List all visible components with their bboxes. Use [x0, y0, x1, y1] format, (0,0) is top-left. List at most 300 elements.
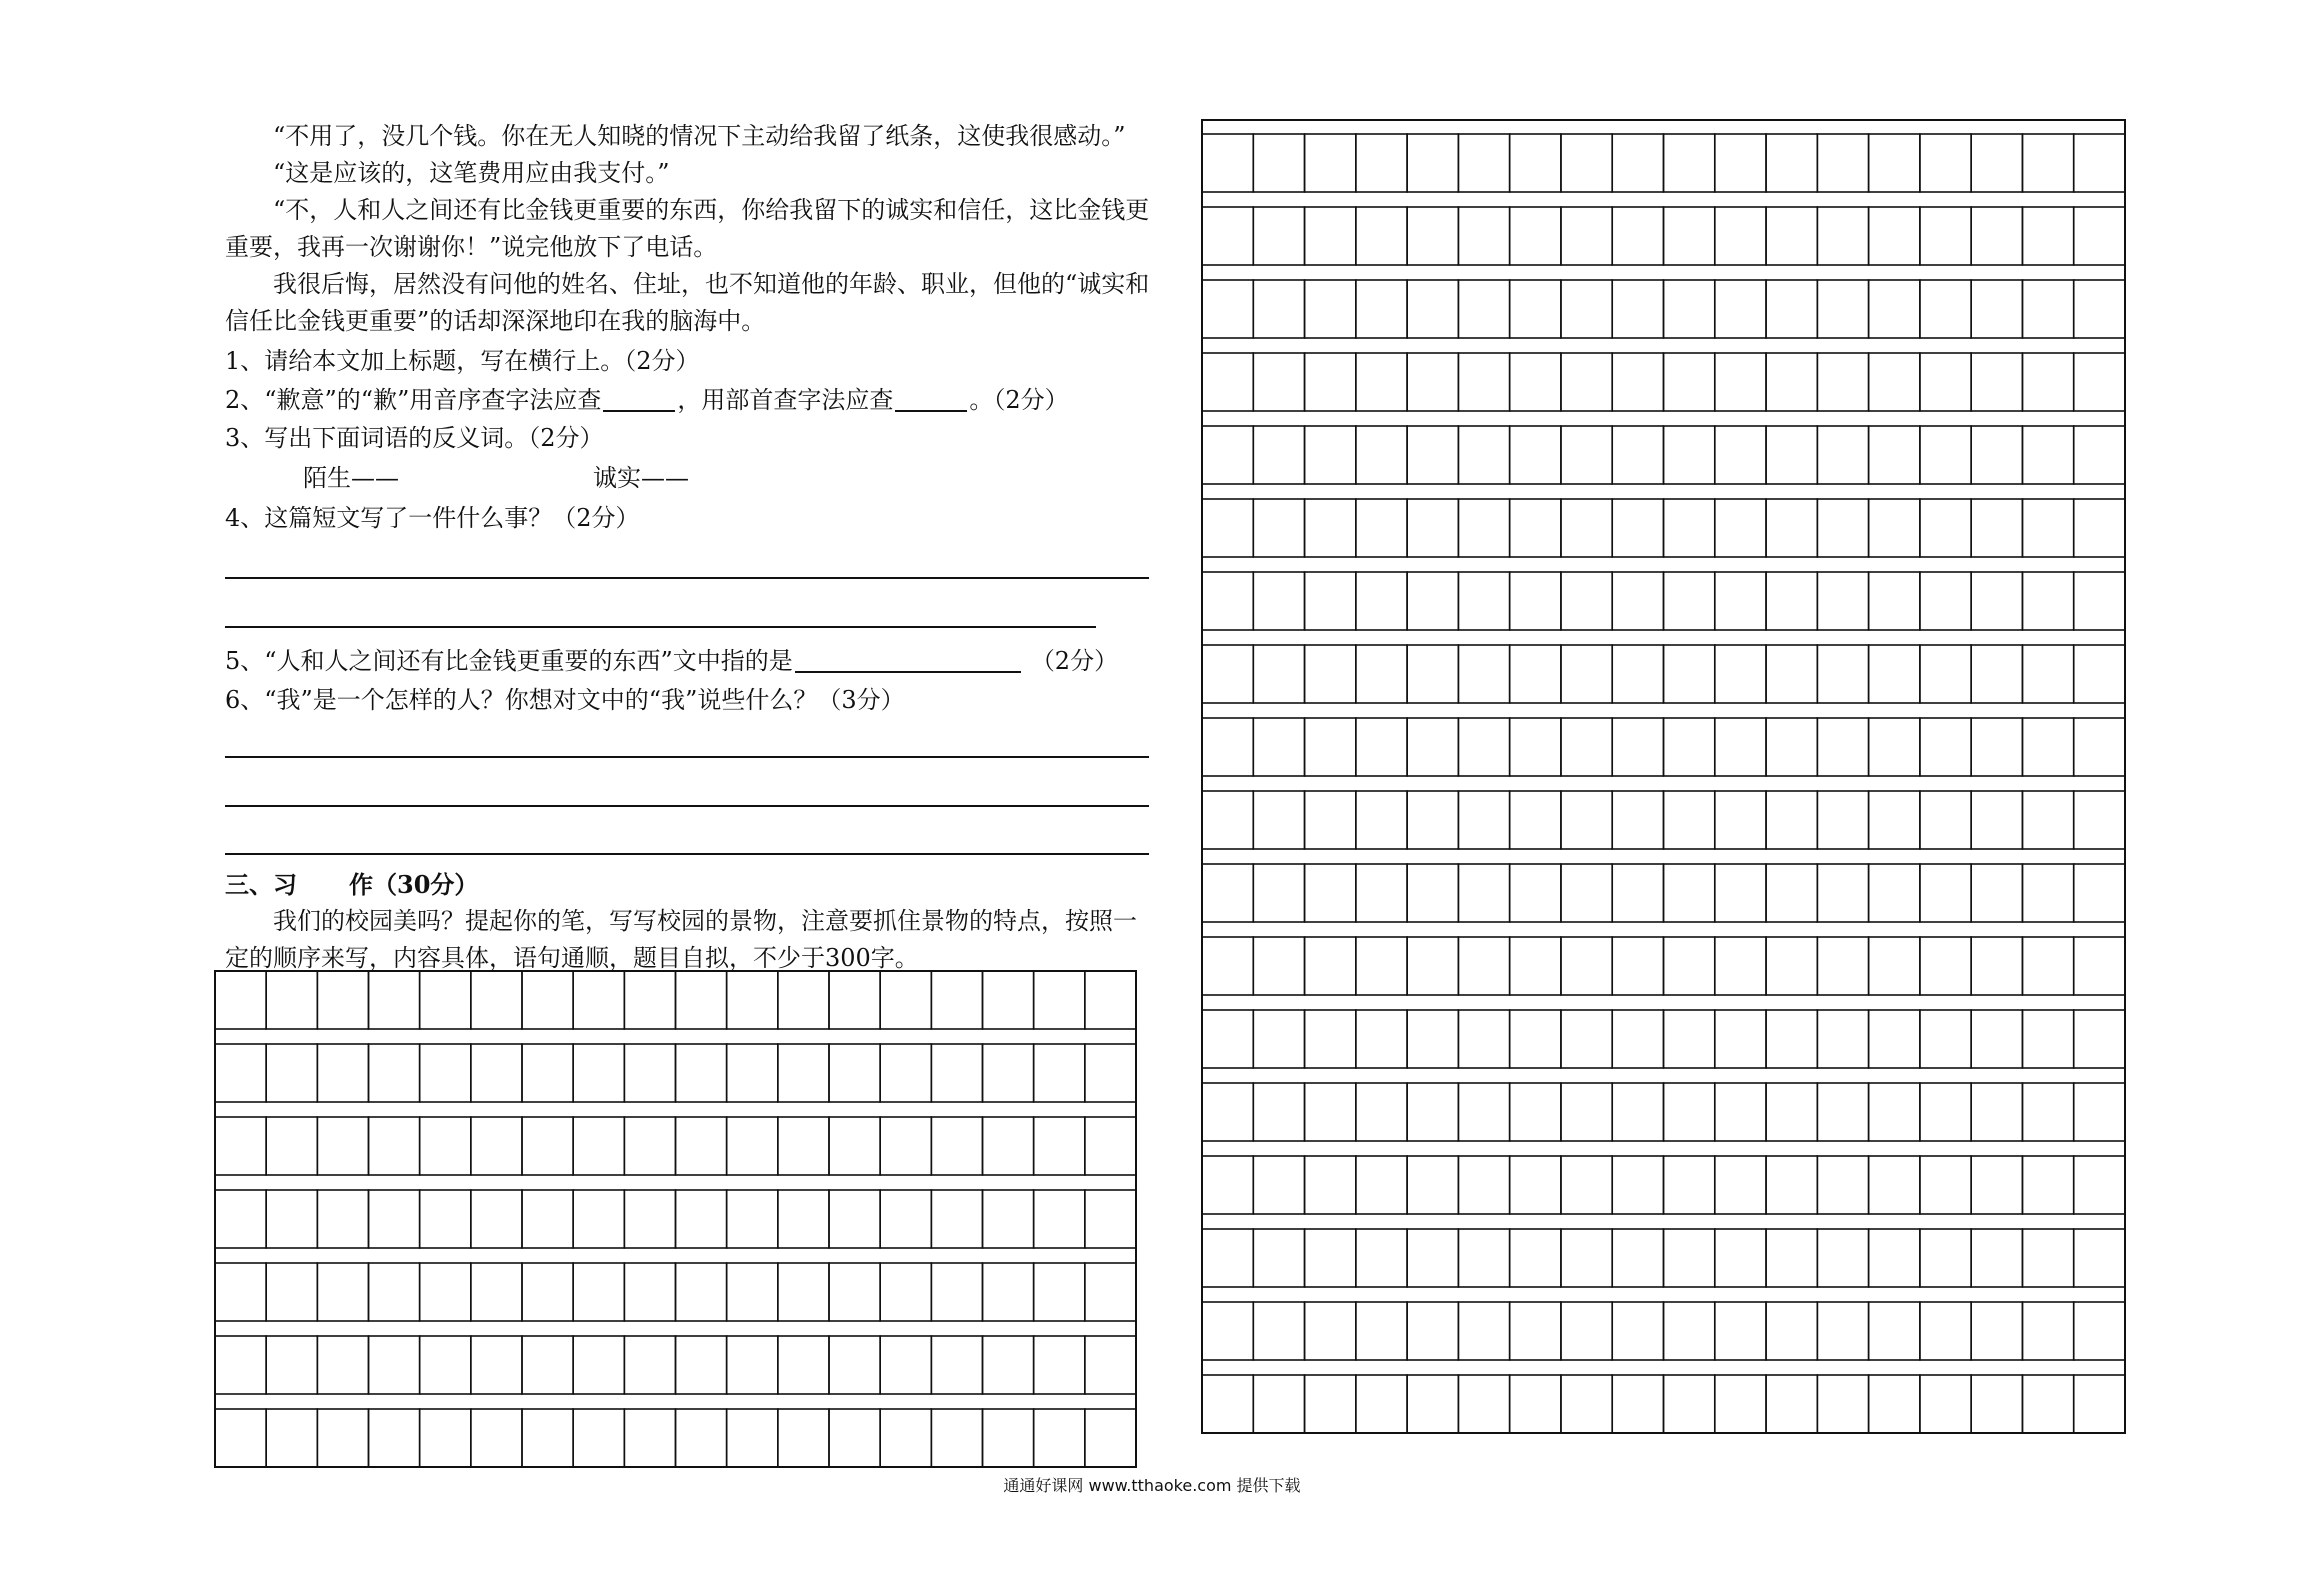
writing-cell[interactable] — [471, 1336, 522, 1394]
writing-cell[interactable] — [1817, 134, 1868, 192]
writing-cell[interactable] — [1510, 134, 1561, 192]
writing-cell[interactable] — [1869, 1010, 1920, 1068]
writing-cell[interactable] — [522, 1117, 573, 1175]
writing-cell[interactable] — [1356, 864, 1407, 922]
writing-cell[interactable] — [1407, 572, 1458, 630]
writing-cell[interactable] — [1458, 426, 1509, 484]
writing-cell[interactable] — [1664, 1010, 1715, 1068]
writing-cell[interactable] — [2074, 1010, 2125, 1068]
writing-cell[interactable] — [1817, 499, 1868, 557]
writing-cell[interactable] — [1305, 499, 1356, 557]
writing-cell[interactable] — [1085, 1336, 1136, 1394]
writing-cell[interactable] — [727, 1044, 778, 1102]
writing-cell[interactable] — [1664, 1375, 1715, 1433]
writing-cell[interactable] — [2022, 791, 2073, 849]
writing-cell[interactable] — [215, 1263, 266, 1321]
writing-cell[interactable] — [2022, 1083, 2073, 1141]
writing-cell[interactable] — [778, 971, 829, 1029]
writing-cell[interactable] — [1664, 426, 1715, 484]
writing-cell[interactable] — [1971, 864, 2022, 922]
writing-cell[interactable] — [1305, 134, 1356, 192]
writing-cell[interactable] — [1202, 499, 1253, 557]
writing-cell[interactable] — [1407, 1010, 1458, 1068]
writing-cell[interactable] — [1561, 1083, 1612, 1141]
writing-cell[interactable] — [522, 971, 573, 1029]
writing-cell[interactable] — [880, 971, 931, 1029]
writing-cell[interactable] — [1612, 353, 1663, 411]
writing-cell[interactable] — [215, 1044, 266, 1102]
writing-cell[interactable] — [1817, 353, 1868, 411]
writing-cell[interactable] — [1305, 1302, 1356, 1360]
writing-cell[interactable] — [1869, 718, 1920, 776]
writing-cell[interactable] — [2074, 499, 2125, 557]
writing-cell[interactable] — [1407, 1229, 1458, 1287]
writing-cell[interactable] — [1202, 207, 1253, 265]
writing-cell[interactable] — [1869, 353, 1920, 411]
writing-cell[interactable] — [1034, 1409, 1085, 1467]
writing-cell[interactable] — [1034, 971, 1085, 1029]
writing-cell[interactable] — [1664, 1083, 1715, 1141]
writing-cell[interactable] — [1253, 1302, 1304, 1360]
writing-cell[interactable] — [1612, 572, 1663, 630]
writing-cell[interactable] — [1305, 280, 1356, 338]
writing-cell[interactable] — [1561, 134, 1612, 192]
writing-cell[interactable] — [1356, 134, 1407, 192]
writing-cell[interactable] — [1869, 1083, 1920, 1141]
writing-cell[interactable] — [1664, 280, 1715, 338]
writing-cell[interactable] — [829, 1044, 880, 1102]
writing-cell[interactable] — [1356, 353, 1407, 411]
writing-cell[interactable] — [1202, 1375, 1253, 1433]
writing-cell[interactable] — [420, 1190, 471, 1248]
writing-cell[interactable] — [1612, 280, 1663, 338]
writing-cell[interactable] — [266, 1044, 317, 1102]
writing-cell[interactable] — [1971, 645, 2022, 703]
writing-cell[interactable] — [2022, 353, 2073, 411]
writing-cell[interactable] — [1612, 1156, 1663, 1214]
writing-cell[interactable] — [1664, 572, 1715, 630]
writing-cell[interactable] — [1612, 1229, 1663, 1287]
writing-cell[interactable] — [1817, 791, 1868, 849]
writing-cell[interactable] — [1971, 207, 2022, 265]
writing-cell[interactable] — [1407, 791, 1458, 849]
writing-cell[interactable] — [1202, 937, 1253, 995]
writing-cell[interactable] — [2074, 1302, 2125, 1360]
writing-cell[interactable] — [1407, 207, 1458, 265]
writing-cell[interactable] — [471, 1044, 522, 1102]
writing-cell[interactable] — [1920, 572, 1971, 630]
writing-cell[interactable] — [1561, 1375, 1612, 1433]
writing-cell[interactable] — [1202, 1302, 1253, 1360]
writing-cell[interactable] — [2022, 499, 2073, 557]
writing-cell[interactable] — [1510, 1156, 1561, 1214]
writing-cell[interactable] — [2022, 1010, 2073, 1068]
writing-cell[interactable] — [1253, 207, 1304, 265]
writing-cell[interactable] — [1920, 426, 1971, 484]
writing-cell[interactable] — [931, 1190, 982, 1248]
writing-cell[interactable] — [1561, 937, 1612, 995]
writing-cell[interactable] — [1356, 572, 1407, 630]
writing-cell[interactable] — [215, 1117, 266, 1175]
writing-cell[interactable] — [778, 1117, 829, 1175]
writing-cell[interactable] — [1869, 864, 1920, 922]
writing-cell[interactable] — [1971, 134, 2022, 192]
writing-cell[interactable] — [1085, 1190, 1136, 1248]
writing-cell[interactable] — [1510, 937, 1561, 995]
writing-cell[interactable] — [317, 971, 368, 1029]
writing-cell[interactable] — [1612, 426, 1663, 484]
writing-cell[interactable] — [676, 1190, 727, 1248]
writing-cell[interactable] — [1305, 1083, 1356, 1141]
writing-cell[interactable] — [1766, 718, 1817, 776]
writing-cell[interactable] — [1766, 645, 1817, 703]
writing-cell[interactable] — [1356, 207, 1407, 265]
writing-cell[interactable] — [1817, 864, 1868, 922]
writing-cell[interactable] — [983, 1190, 1034, 1248]
writing-cell[interactable] — [624, 971, 675, 1029]
writing-cell[interactable] — [1920, 1156, 1971, 1214]
writing-cell[interactable] — [931, 971, 982, 1029]
writing-cell[interactable] — [1920, 718, 1971, 776]
writing-cell[interactable] — [1202, 1229, 1253, 1287]
writing-cell[interactable] — [1253, 426, 1304, 484]
writing-cell[interactable] — [522, 1263, 573, 1321]
writing-cell[interactable] — [1766, 134, 1817, 192]
writing-cell[interactable] — [1085, 1117, 1136, 1175]
writing-cell[interactable] — [880, 1117, 931, 1175]
writing-cell[interactable] — [1612, 1375, 1663, 1433]
writing-cell[interactable] — [1971, 426, 2022, 484]
writing-cell[interactable] — [1766, 1156, 1817, 1214]
writing-cell[interactable] — [420, 1263, 471, 1321]
writing-cell[interactable] — [1612, 207, 1663, 265]
writing-cell[interactable] — [880, 1409, 931, 1467]
writing-cell[interactable] — [1561, 207, 1612, 265]
writing-cell[interactable] — [2074, 718, 2125, 776]
writing-cell[interactable] — [1612, 134, 1663, 192]
writing-cell[interactable] — [880, 1044, 931, 1102]
writing-cell[interactable] — [1202, 791, 1253, 849]
writing-cell[interactable] — [2022, 1156, 2073, 1214]
writing-cell[interactable] — [2022, 207, 2073, 265]
writing-cell[interactable] — [1034, 1117, 1085, 1175]
writing-cell[interactable] — [1869, 572, 1920, 630]
writing-cell[interactable] — [1664, 864, 1715, 922]
writing-cell[interactable] — [1664, 1302, 1715, 1360]
writing-cell[interactable] — [1356, 1010, 1407, 1068]
writing-cell[interactable] — [1510, 645, 1561, 703]
writing-cell[interactable] — [1305, 1010, 1356, 1068]
writing-cell[interactable] — [1407, 280, 1458, 338]
writing-cell[interactable] — [1407, 718, 1458, 776]
writing-cell[interactable] — [1356, 280, 1407, 338]
writing-cell[interactable] — [1356, 499, 1407, 557]
writing-cell[interactable] — [983, 1336, 1034, 1394]
writing-cell[interactable] — [1202, 864, 1253, 922]
writing-cell[interactable] — [1715, 426, 1766, 484]
writing-cell[interactable] — [1407, 1302, 1458, 1360]
writing-cell[interactable] — [1817, 1156, 1868, 1214]
writing-cell[interactable] — [1034, 1190, 1085, 1248]
writing-cell[interactable] — [1253, 937, 1304, 995]
writing-cell[interactable] — [1920, 1010, 1971, 1068]
writing-cell[interactable] — [1561, 645, 1612, 703]
writing-cell[interactable] — [983, 1409, 1034, 1467]
writing-cell[interactable] — [1612, 791, 1663, 849]
writing-cell[interactable] — [573, 971, 624, 1029]
writing-cell[interactable] — [1817, 1083, 1868, 1141]
writing-cell[interactable] — [1664, 499, 1715, 557]
writing-cell[interactable] — [1664, 1229, 1715, 1287]
writing-cell[interactable] — [1458, 134, 1509, 192]
writing-cell[interactable] — [1253, 1083, 1304, 1141]
writing-cell[interactable] — [266, 1117, 317, 1175]
writing-cell[interactable] — [1407, 645, 1458, 703]
writing-cell[interactable] — [1817, 1229, 1868, 1287]
writing-cell[interactable] — [1202, 1156, 1253, 1214]
writing-cell[interactable] — [1202, 134, 1253, 192]
writing-cell[interactable] — [1715, 1302, 1766, 1360]
writing-cell[interactable] — [1356, 718, 1407, 776]
writing-cell[interactable] — [266, 1336, 317, 1394]
writing-cell[interactable] — [1715, 937, 1766, 995]
writing-cell[interactable] — [1561, 353, 1612, 411]
writing-cell[interactable] — [1612, 864, 1663, 922]
writing-cell[interactable] — [2074, 134, 2125, 192]
writing-cell[interactable] — [573, 1336, 624, 1394]
writing-cell[interactable] — [778, 1409, 829, 1467]
writing-cell[interactable] — [522, 1190, 573, 1248]
writing-cell[interactable] — [1920, 1083, 1971, 1141]
writing-cell[interactable] — [1920, 1302, 1971, 1360]
writing-cell[interactable] — [573, 1409, 624, 1467]
writing-cell[interactable] — [522, 1044, 573, 1102]
writing-cell[interactable] — [1202, 353, 1253, 411]
writing-cell[interactable] — [1817, 426, 1868, 484]
writing-cell[interactable] — [1305, 1229, 1356, 1287]
writing-cell[interactable] — [727, 1190, 778, 1248]
writing-cell[interactable] — [1510, 1375, 1561, 1433]
writing-cell[interactable] — [1561, 426, 1612, 484]
writing-cell[interactable] — [1407, 937, 1458, 995]
writing-cell[interactable] — [1458, 937, 1509, 995]
writing-cell[interactable] — [1920, 134, 1971, 192]
writing-cell[interactable] — [2022, 645, 2073, 703]
writing-cell[interactable] — [1920, 791, 1971, 849]
writing-cell[interactable] — [1971, 1229, 2022, 1287]
writing-cell[interactable] — [1869, 1229, 1920, 1287]
writing-cell[interactable] — [1766, 1229, 1817, 1287]
writing-cell[interactable] — [1253, 353, 1304, 411]
writing-cell[interactable] — [1561, 1010, 1612, 1068]
writing-cell[interactable] — [1458, 645, 1509, 703]
writing-cell[interactable] — [1715, 1229, 1766, 1287]
writing-cell[interactable] — [983, 1044, 1034, 1102]
writing-cell[interactable] — [471, 1263, 522, 1321]
writing-cell[interactable] — [215, 971, 266, 1029]
writing-cell[interactable] — [727, 1409, 778, 1467]
writing-cell[interactable] — [1407, 499, 1458, 557]
writing-cell[interactable] — [727, 1336, 778, 1394]
writing-cell[interactable] — [1766, 864, 1817, 922]
writing-cell[interactable] — [1407, 134, 1458, 192]
writing-cell[interactable] — [1458, 280, 1509, 338]
writing-cell[interactable] — [1407, 1375, 1458, 1433]
writing-cell[interactable] — [1253, 499, 1304, 557]
writing-cell[interactable] — [2074, 1083, 2125, 1141]
writing-cell[interactable] — [2074, 791, 2125, 849]
writing-cell[interactable] — [1561, 718, 1612, 776]
writing-cell[interactable] — [1085, 1263, 1136, 1321]
writing-cell[interactable] — [1458, 791, 1509, 849]
writing-cell[interactable] — [1612, 937, 1663, 995]
writing-cell[interactable] — [2022, 572, 2073, 630]
writing-cell[interactable] — [369, 1409, 420, 1467]
writing-cell[interactable] — [1510, 426, 1561, 484]
writing-cell[interactable] — [471, 971, 522, 1029]
writing-cell[interactable] — [1971, 1083, 2022, 1141]
writing-cell[interactable] — [2074, 864, 2125, 922]
writing-cell[interactable] — [624, 1044, 675, 1102]
writing-cell[interactable] — [420, 1044, 471, 1102]
writing-cell[interactable] — [1817, 718, 1868, 776]
writing-cell[interactable] — [1305, 937, 1356, 995]
writing-cell[interactable] — [1971, 718, 2022, 776]
writing-cell[interactable] — [1920, 937, 1971, 995]
writing-cell[interactable] — [1034, 1263, 1085, 1321]
writing-cell[interactable] — [1407, 426, 1458, 484]
writing-cell[interactable] — [1612, 499, 1663, 557]
writing-cell[interactable] — [931, 1117, 982, 1175]
writing-cell[interactable] — [1407, 1156, 1458, 1214]
writing-cell[interactable] — [624, 1117, 675, 1175]
writing-cell[interactable] — [1766, 207, 1817, 265]
writing-cell[interactable] — [1766, 1302, 1817, 1360]
writing-cell[interactable] — [1920, 280, 1971, 338]
writing-cell[interactable] — [676, 1336, 727, 1394]
writing-cell[interactable] — [983, 971, 1034, 1029]
writing-cell[interactable] — [266, 1190, 317, 1248]
writing-cell[interactable] — [1510, 791, 1561, 849]
writing-cell[interactable] — [1971, 499, 2022, 557]
writing-cell[interactable] — [624, 1409, 675, 1467]
writing-cell[interactable] — [573, 1190, 624, 1248]
writing-cell[interactable] — [215, 1409, 266, 1467]
writing-cell[interactable] — [1817, 1302, 1868, 1360]
writing-cell[interactable] — [1305, 572, 1356, 630]
writing-cell[interactable] — [1458, 1010, 1509, 1068]
writing-cell[interactable] — [1766, 426, 1817, 484]
writing-cell[interactable] — [420, 971, 471, 1029]
writing-cell[interactable] — [1253, 572, 1304, 630]
writing-cell[interactable] — [1458, 718, 1509, 776]
writing-cell[interactable] — [1253, 645, 1304, 703]
writing-cell[interactable] — [471, 1190, 522, 1248]
writing-cell[interactable] — [1085, 1409, 1136, 1467]
writing-cell[interactable] — [1253, 1010, 1304, 1068]
writing-cell[interactable] — [1715, 864, 1766, 922]
writing-cell[interactable] — [1869, 645, 1920, 703]
writing-cell[interactable] — [1510, 280, 1561, 338]
writing-cell[interactable] — [880, 1190, 931, 1248]
writing-cell[interactable] — [880, 1336, 931, 1394]
writing-cell[interactable] — [1766, 1010, 1817, 1068]
writing-cell[interactable] — [1458, 864, 1509, 922]
writing-cell[interactable] — [676, 1263, 727, 1321]
writing-cell[interactable] — [471, 1409, 522, 1467]
writing-cell[interactable] — [1034, 1336, 1085, 1394]
writing-cell[interactable] — [1869, 791, 1920, 849]
writing-cell[interactable] — [1407, 864, 1458, 922]
writing-cell[interactable] — [1869, 937, 1920, 995]
writing-cell[interactable] — [2074, 645, 2125, 703]
writing-cell[interactable] — [573, 1044, 624, 1102]
writing-cell[interactable] — [1356, 1156, 1407, 1214]
writing-cell[interactable] — [1458, 1302, 1509, 1360]
writing-cell[interactable] — [1510, 864, 1561, 922]
writing-cell[interactable] — [1817, 572, 1868, 630]
writing-cell[interactable] — [1869, 426, 1920, 484]
writing-cell[interactable] — [1356, 1375, 1407, 1433]
writing-cell[interactable] — [317, 1117, 368, 1175]
writing-cell[interactable] — [2022, 718, 2073, 776]
writing-cell[interactable] — [1715, 1083, 1766, 1141]
writing-cell[interactable] — [1305, 718, 1356, 776]
writing-cell[interactable] — [1971, 937, 2022, 995]
writing-cell[interactable] — [1253, 791, 1304, 849]
writing-cell[interactable] — [1407, 1083, 1458, 1141]
writing-cell[interactable] — [983, 1263, 1034, 1321]
writing-cell[interactable] — [1305, 426, 1356, 484]
writing-cell[interactable] — [1305, 791, 1356, 849]
writing-cell[interactable] — [1561, 1229, 1612, 1287]
writing-cell[interactable] — [1920, 645, 1971, 703]
writing-cell[interactable] — [1356, 1229, 1407, 1287]
writing-cell[interactable] — [1458, 499, 1509, 557]
writing-cell[interactable] — [778, 1044, 829, 1102]
writing-cell[interactable] — [1356, 1083, 1407, 1141]
writing-cell[interactable] — [1356, 791, 1407, 849]
writing-cell[interactable] — [676, 971, 727, 1029]
writing-cell[interactable] — [420, 1336, 471, 1394]
writing-cell[interactable] — [1510, 1083, 1561, 1141]
writing-cell[interactable] — [522, 1336, 573, 1394]
writing-cell[interactable] — [1561, 572, 1612, 630]
writing-cell[interactable] — [1085, 1044, 1136, 1102]
writing-cell[interactable] — [1664, 937, 1715, 995]
writing-cell[interactable] — [1356, 937, 1407, 995]
writing-cell[interactable] — [1971, 1375, 2022, 1433]
writing-cell[interactable] — [1458, 1229, 1509, 1287]
writing-cell[interactable] — [1305, 645, 1356, 703]
writing-cell[interactable] — [2022, 426, 2073, 484]
writing-cell[interactable] — [2022, 1302, 2073, 1360]
writing-cell[interactable] — [420, 1117, 471, 1175]
writing-cell[interactable] — [727, 1263, 778, 1321]
writing-cell[interactable] — [1817, 280, 1868, 338]
writing-cell[interactable] — [1085, 971, 1136, 1029]
writing-cell[interactable] — [1253, 718, 1304, 776]
writing-cell[interactable] — [1510, 499, 1561, 557]
writing-cell[interactable] — [420, 1409, 471, 1467]
writing-cell[interactable] — [1458, 572, 1509, 630]
writing-cell[interactable] — [829, 971, 880, 1029]
writing-cell[interactable] — [931, 1336, 982, 1394]
writing-cell[interactable] — [1305, 207, 1356, 265]
writing-cell[interactable] — [1612, 1302, 1663, 1360]
writing-cell[interactable] — [778, 1336, 829, 1394]
writing-cell[interactable] — [1817, 645, 1868, 703]
